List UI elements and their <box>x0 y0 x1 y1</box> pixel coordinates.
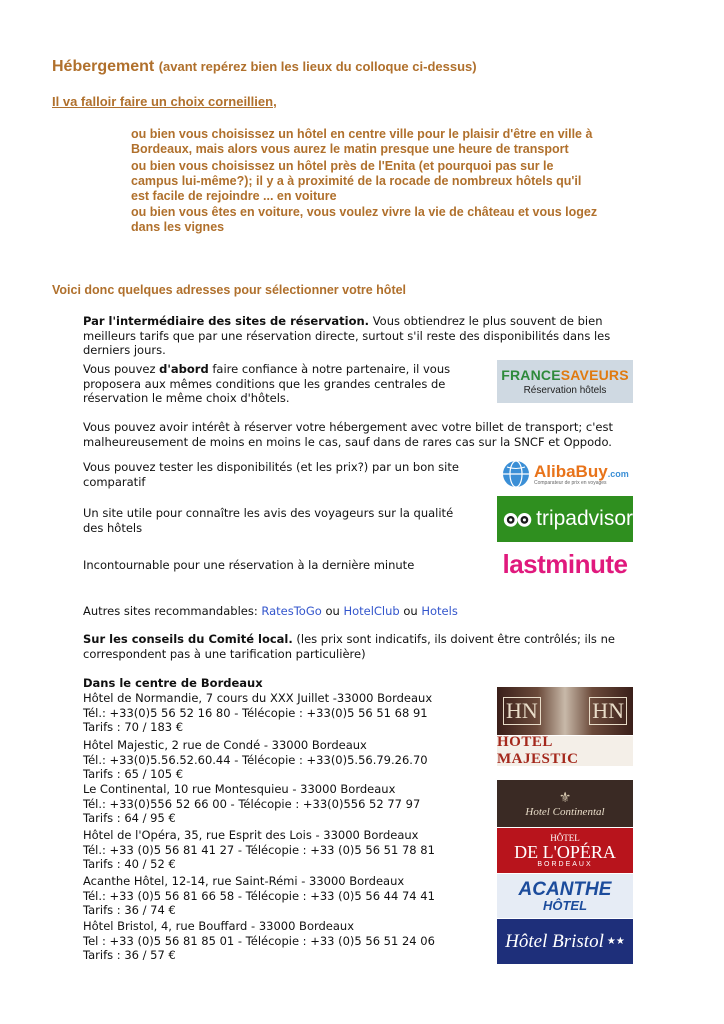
acanthe-subword: HÔTEL <box>542 898 588 913</box>
opera-top-text: HÔTEL <box>550 832 580 843</box>
hotel-address: Hôtel Bristol, 4, rue Bouffard - 33000 Bordeaux <box>83 919 355 933</box>
intermediary-bold: Par l'intermédiaire des sites de réservation. <box>83 314 370 328</box>
intermediary-paragraph <box>83 314 643 358</box>
hotel-phone: Tél.: +33(0)5.56.52.60.44 - Télécopie : +33(0)5.56.79.26.70 <box>83 752 428 767</box>
lastminute-paragraph: Incontournable pour une réservation à la dernière minute <box>83 558 415 572</box>
title-main: Hébergement <box>52 58 155 75</box>
normandie-monogram-right: HN <box>589 697 627 725</box>
opera-city-text: BORDEAUX <box>537 860 593 868</box>
fleur-de-lis-icon: ⚜ <box>558 789 572 806</box>
partner-paragraph <box>83 362 453 406</box>
hotel-rates: Tarifs : 65 / 105 € <box>83 767 184 781</box>
francesaveurs-word-b: SAVEURS <box>560 367 629 383</box>
hotel-normandie <box>83 691 432 735</box>
hotel-address: Hôtel Majestic, 2 rue de Condé - 33000 Bordeaux <box>83 738 367 752</box>
option-vineyards: ou bien vous êtes en voiture, vous voulez vivre la vie de château et vous logez dans les vignes <box>131 205 598 234</box>
francesaveurs-wordmark <box>501 367 629 383</box>
globe-icon <box>501 459 531 489</box>
acanthe-logo[interactable] <box>497 874 633 918</box>
option-city-center: ou bien vous choisissez un hôtel en centre ville pour le plaisir d'être en ville à Bordeaux, mais alors vous aurez le matin presque une heure de transport <box>131 127 593 156</box>
partner-pre: Vous pouvez <box>83 362 160 376</box>
other-sites-paragraph <box>83 604 583 619</box>
continental-wordmark: Hotel Continental <box>525 805 605 818</box>
alibabuy-logo[interactable] <box>497 456 633 492</box>
center-heading: Dans le centre de Bordeaux <box>83 676 263 690</box>
addresses-heading: Voici donc quelques adresses pour sélectionner votre hôtel <box>52 283 407 297</box>
hotel-address: Acanthe Hôtel, 12-14, rue Saint-Rémi - 33000 Bordeaux <box>83 874 405 888</box>
transport-paragraph: Vous pouvez avoir intérêt à réserver votre hébergement avec votre billet de transport; c'est malheureusement de moins en moins le cas, sauf dans de rares cas sur la SNCF et Oppodo. <box>83 420 613 449</box>
hotel-rates: Tarifs : 70 / 183 € <box>83 720 184 734</box>
normandie-logo[interactable] <box>497 687 633 735</box>
ratestogo-link[interactable]: RatesToGo <box>261 604 322 618</box>
hotel-address: Le Continental, 10 rue Montesquieu - 33000 Bordeaux <box>83 782 396 796</box>
partner-post: faire confiance à notre partenaire, il vous proposera aux mêmes conditions que les grandes centrales de réservation le même choix d'hôtels. <box>83 362 451 405</box>
lastminute-wordmark: lastminute <box>502 548 628 579</box>
alibabuy-wordmark <box>534 463 629 480</box>
hotel-acanthe <box>83 874 435 918</box>
majestic-logo[interactable] <box>497 736 633 766</box>
tripadvisor-wordmark: tripadvisor <box>536 507 633 530</box>
intermediary-text: Vous obtiendrez le plus souvent de bien meilleurs tarifs que par une réservation directe, surtout s'il reste des disponibilités dans les derniers jours. <box>83 314 611 357</box>
francesaveurs-logo[interactable] <box>497 360 633 403</box>
hotel-bristol <box>83 919 435 963</box>
majestic-wordmark: HOTEL MAJESTIC <box>497 734 579 767</box>
hotel-phone: Tél.: +33 (0)5 56 81 41 27 - Télécopie : +33 (0)5 56 51 78 81 <box>83 842 435 857</box>
tripadvisor-logo[interactable] <box>497 496 633 542</box>
opera-wordmark: DE L'OPÉRA <box>514 841 616 862</box>
continental-logo[interactable] <box>497 780 633 827</box>
hotel-rates: Tarifs : 36 / 74 € <box>83 903 176 917</box>
hotel-rates: Tarifs : 40 / 52 € <box>83 857 176 871</box>
normandie-monogram-left: HN <box>503 697 541 725</box>
compare-paragraph: Vous pouvez tester les disponibilités (et les prix?) par un bon site comparatif <box>83 460 459 489</box>
star-icon: ★★ <box>606 936 625 947</box>
acanthe-wordmark: ACANTHE <box>518 879 612 900</box>
hotel-phone: Tél.: +33(0)556 52 66 00 - Télécopie : +33(0)556 52 77 97 <box>83 796 421 811</box>
committee-text: (les prix sont indicatifs, ils doivent être contrôlés; ils ne correspondent pas à une tarification particulière) <box>83 632 615 661</box>
or-text-1: ou <box>321 604 344 618</box>
other-sites-label: Autres sites recommandables: <box>83 604 262 618</box>
hotel-phone: Tél.: +33 (0)5 56 81 66 58 - Télécopie : +33 (0)5 56 44 74 41 <box>83 888 435 903</box>
bristol-wordmark: Hôtel Bristol <box>505 930 604 952</box>
hotelclub-link[interactable]: HotelClub <box>343 604 400 618</box>
lastminute-logo[interactable] <box>497 548 633 580</box>
alibabuy-tld: .com <box>607 468 629 479</box>
francesaveurs-subtitle: Réservation hôtels <box>523 385 607 396</box>
option-near-enita: ou bien vous choisissez un hôtel près de l'Enita (et pourquoi pas sur le campus lui-même?); il y a à proximité de la rocade de nombreux hôtels qu'il est facile de rejoindre ... en voiture <box>131 159 582 203</box>
hotel-address: Hôtel de l'Opéra, 35, rue Esprit des Lois - 33000 Bordeaux <box>83 828 419 842</box>
section-title <box>52 58 477 76</box>
hotel-address: Hôtel de Normandie, 7 cours du XXX Juillet -33000 Bordeaux <box>83 691 433 705</box>
owl-eyes-icon <box>503 508 532 530</box>
bristol-logo[interactable] <box>497 919 633 964</box>
choice-link[interactable]: Il va falloir faire un choix corneillien, <box>52 94 277 109</box>
or-text-2: ou <box>399 604 422 618</box>
hotels-link[interactable]: Hotels <box>421 604 458 618</box>
francesaveurs-word-a: FRANCE <box>501 367 561 383</box>
hotel-continental <box>83 782 420 826</box>
hotel-majestic <box>83 738 428 782</box>
partner-bold: d'abord <box>159 362 209 376</box>
title-subtitle: (avant repérez bien les lieux du colloque ci-dessus) <box>158 59 477 74</box>
committee-bold: Sur les conseils du Comité local. <box>83 632 293 646</box>
hotel-rates: Tarifs : 64 / 95 € <box>83 811 176 825</box>
hotel-opera <box>83 828 435 872</box>
hotel-rates: Tarifs : 36 / 57 € <box>83 948 176 962</box>
reviews-paragraph: Un site utile pour connaître les avis des voyageurs sur la qualité des hôtels <box>83 506 454 535</box>
opera-logo[interactable] <box>497 828 633 873</box>
hotel-phone: Tel : +33 (0)5 56 81 85 01 - Télécopie : +33 (0)5 56 51 24 06 <box>83 933 435 948</box>
committee-paragraph <box>83 632 643 661</box>
alibabuy-text: AlibaBuy <box>534 461 608 481</box>
alibabuy-tagline: Comparateur de prix en voyages <box>534 479 607 486</box>
hotel-phone: Tél.: +33(0)5 56 52 16 80 - Télécopie : +33(0)5 56 51 68 91 <box>83 705 428 720</box>
